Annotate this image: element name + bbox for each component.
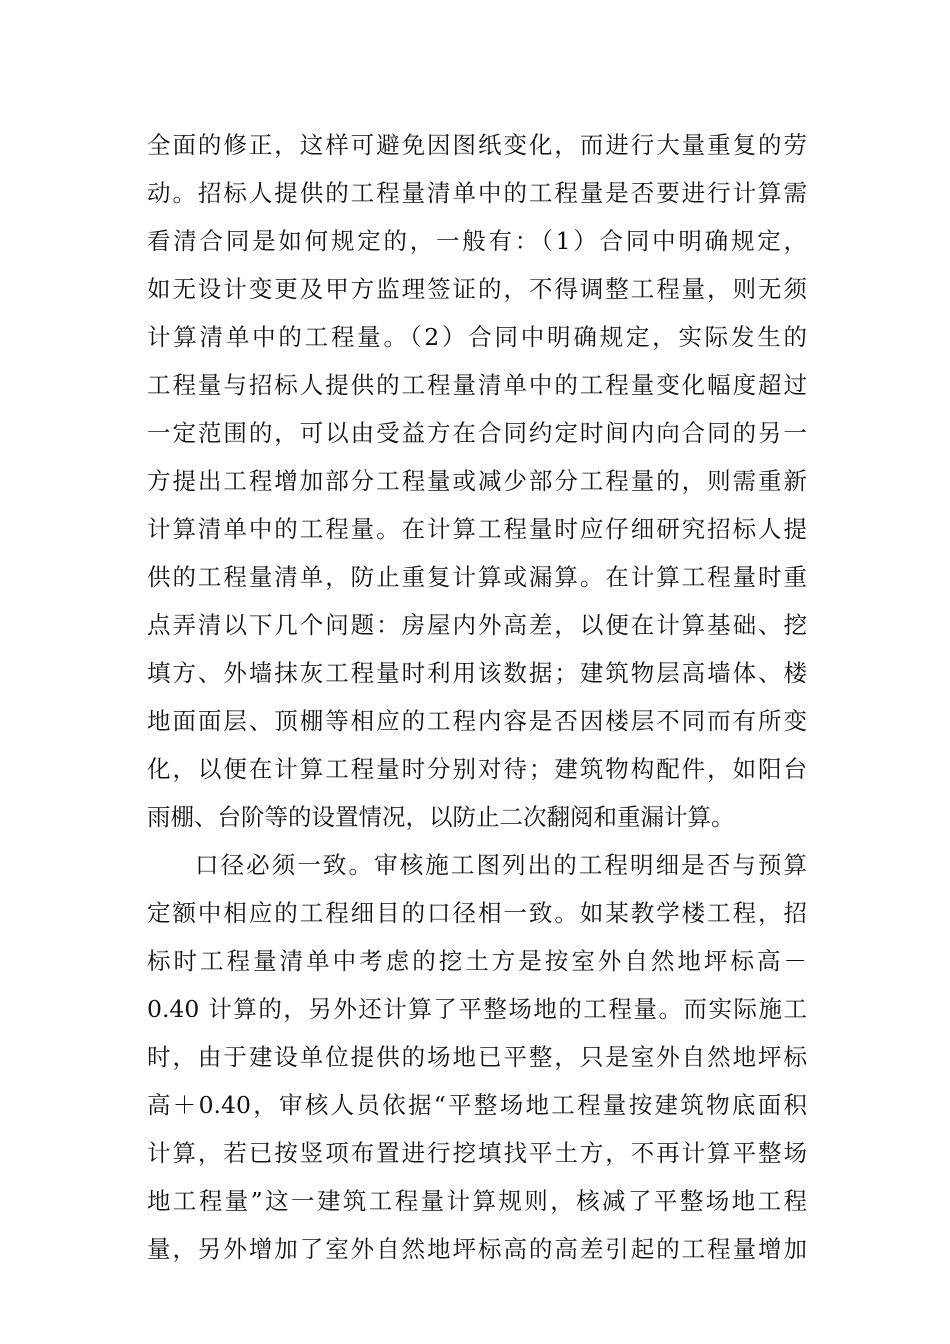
text-line: 时，由于建设单位提供的场地已平整，只是室外自然地坪标 <box>147 1043 807 1071</box>
text-line: 计算，若已按竖项布置进行挖填找平土方，不再计算平整场 <box>147 1139 807 1167</box>
text-line: 点弄清以下几个问题：房屋内外高差，以便在计算基础、挖 <box>147 611 807 639</box>
text-line: 动。招标人提供的工程量清单中的工程量是否要进行计算需 <box>147 179 807 207</box>
text-line: 雨棚、台阶等的设置情况，以防止二次翻阅和重漏计算。 <box>147 803 735 831</box>
text-line: 计算清单中的工程量。（2）合同中明确规定，实际发生的 <box>147 323 807 351</box>
paragraph-2 <box>147 841 807 1273</box>
text-line: 如无设计变更及甲方监理签证的，不得调整工程量，则无须 <box>147 275 807 303</box>
text-line: 化，以便在计算工程量时分别对待；建筑物构配件，如阳台 <box>147 755 807 783</box>
text-line: 填方、外墙抹灰工程量时利用该数据；建筑物层高墙体、楼 <box>147 659 807 687</box>
text-line: 地工程量”这一建筑工程量计算规则，核减了平整场地工程 <box>147 1187 807 1215</box>
text-line: 方提出工程增加部分工程量或减少部分工程量的，则需重新 <box>147 467 807 495</box>
text-line: 一定范围的，可以由受益方在合同约定时间内向合同的另一 <box>147 419 807 447</box>
text-line: 看清合同是如何规定的，一般有：（1）合同中明确规定， <box>147 227 807 255</box>
text-line: 量，另外增加了室外自然地坪标高的高差引起的工程量增加 <box>147 1235 807 1263</box>
text-line: 计算清单中的工程量。在计算工程量时应仔细研究招标人提 <box>147 515 807 543</box>
text-line: 标时工程量清单中考虑的挖土方是按室外自然地坪标高－ <box>147 947 807 975</box>
text-line: 高＋0.40，审核人员依据“平整场地工程量按建筑物底面积 <box>147 1091 807 1119</box>
text-line: 地面面层、顶棚等相应的工程内容是否因楼层不同而有所变 <box>147 707 807 735</box>
text-line: 全面的修正，这样可避免因图纸变化，而进行大量重复的劳 <box>147 131 807 159</box>
text-line: 0.40 计算的，另外还计算了平整场地的工程量。而实际施工 <box>147 995 807 1023</box>
paragraph-1 <box>147 121 807 841</box>
text-line: 口径必须一致。审核施工图列出的工程明细是否与预算 <box>195 851 807 879</box>
text-line: 定额中相应的工程细目的口径相一致。如某教学楼工程，招 <box>147 899 807 927</box>
text-line: 供的工程量清单，防止重复计算或漏算。在计算工程量时重 <box>147 563 807 591</box>
text-line: 工程量与招标人提供的工程量清单中的工程量变化幅度超过 <box>147 371 807 399</box>
document-body <box>147 121 807 1273</box>
